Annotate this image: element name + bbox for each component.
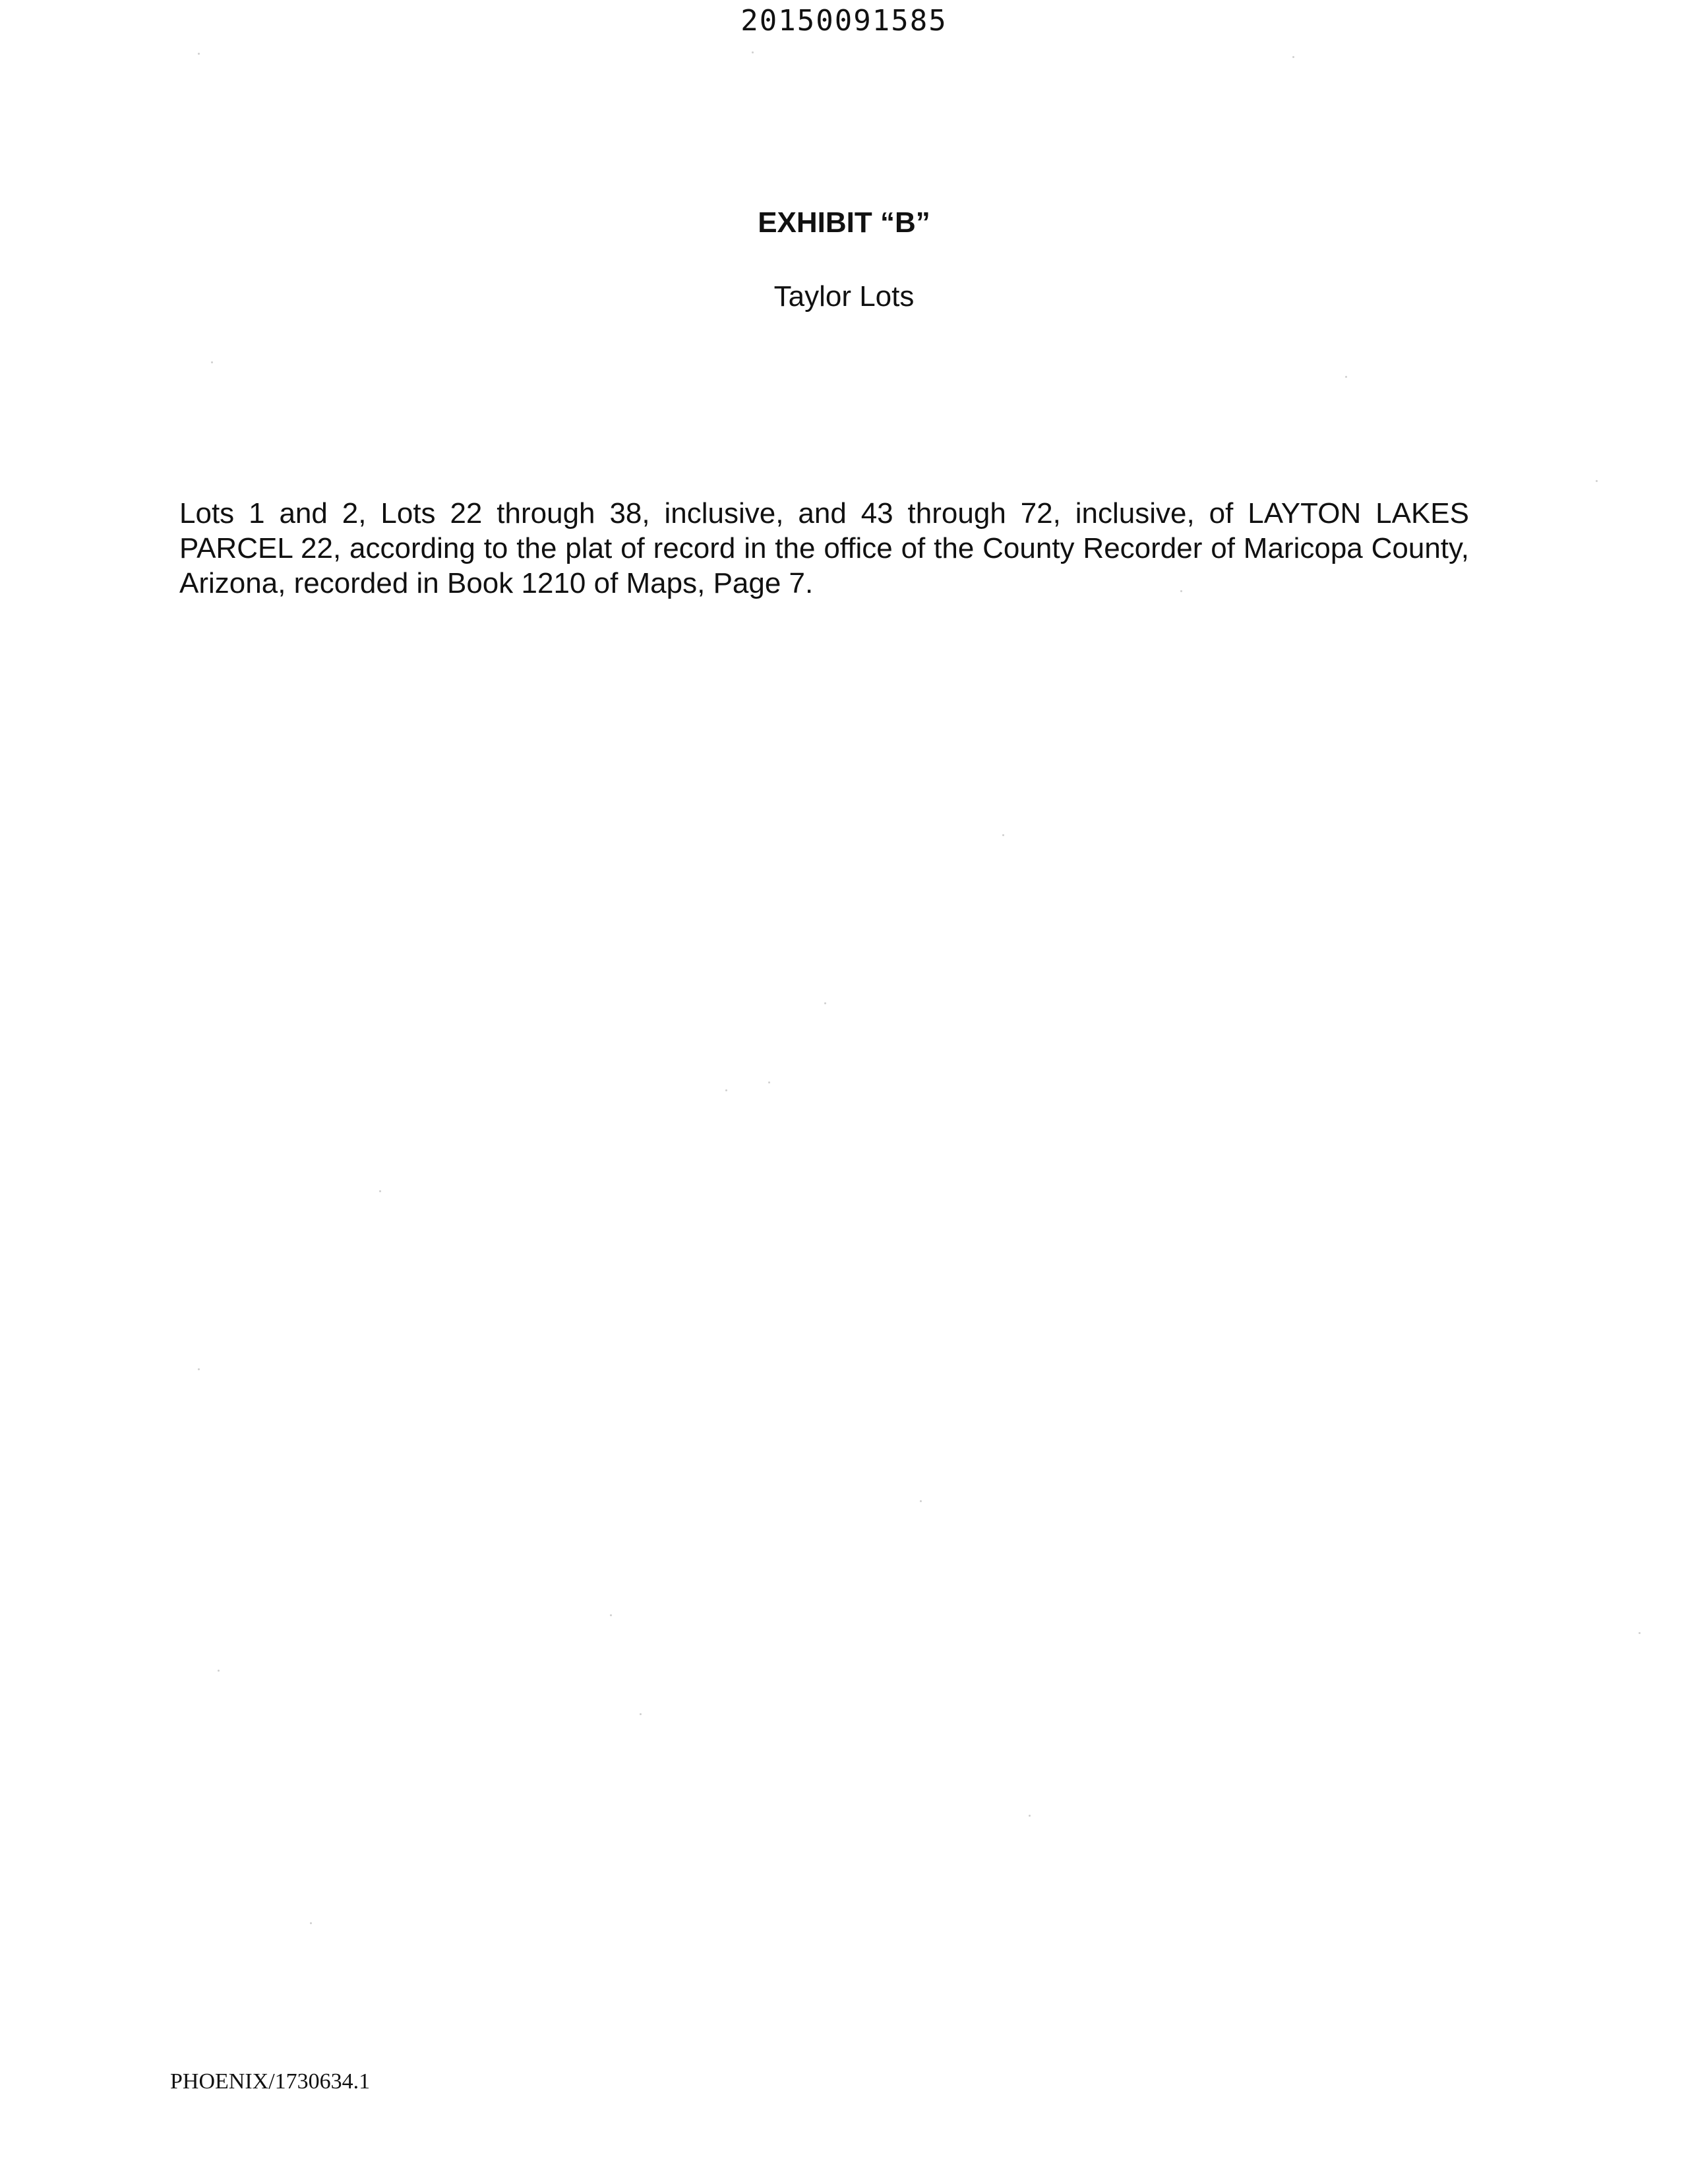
scan-speck — [824, 1002, 826, 1004]
legal-description-paragraph: Lots 1 and 2, Lots 22 through 38, inclusive, and 43 through 72, inclusive, of LAYTON LAKES PARCEL 22, according to the plat of record in the office of the County Recorder of Maricopa County, Arizona, recorded in Book 1210 of Maps, Page 7. — [179, 497, 1469, 599]
scan-speck — [310, 1922, 312, 1924]
scan-speck — [752, 51, 754, 53]
exhibit-title: EXHIBIT “B” — [758, 206, 930, 239]
scan-speck — [1596, 480, 1598, 482]
scan-speck — [218, 1670, 220, 1672]
scan-speck — [1180, 590, 1182, 592]
scan-speck — [198, 1368, 200, 1370]
scan-speck — [920, 1500, 922, 1502]
scan-speck — [640, 1713, 642, 1715]
scan-speck — [1345, 376, 1347, 378]
footer-document-reference: PHOENIX/1730634.1 — [170, 2069, 371, 2094]
scan-speck — [211, 361, 213, 363]
scan-speck — [725, 1089, 727, 1091]
scan-speck — [1639, 1632, 1641, 1634]
scan-speck — [198, 53, 200, 55]
scan-speck — [1002, 834, 1004, 836]
scan-speck — [1292, 56, 1294, 58]
scan-speck — [1029, 1815, 1031, 1817]
scan-speck — [610, 1614, 612, 1616]
scan-speck — [379, 1190, 381, 1192]
scan-speck — [768, 1081, 770, 1083]
exhibit-subtitle: Taylor Lots — [773, 280, 915, 313]
recording-number: 20150091585 — [740, 4, 948, 38]
